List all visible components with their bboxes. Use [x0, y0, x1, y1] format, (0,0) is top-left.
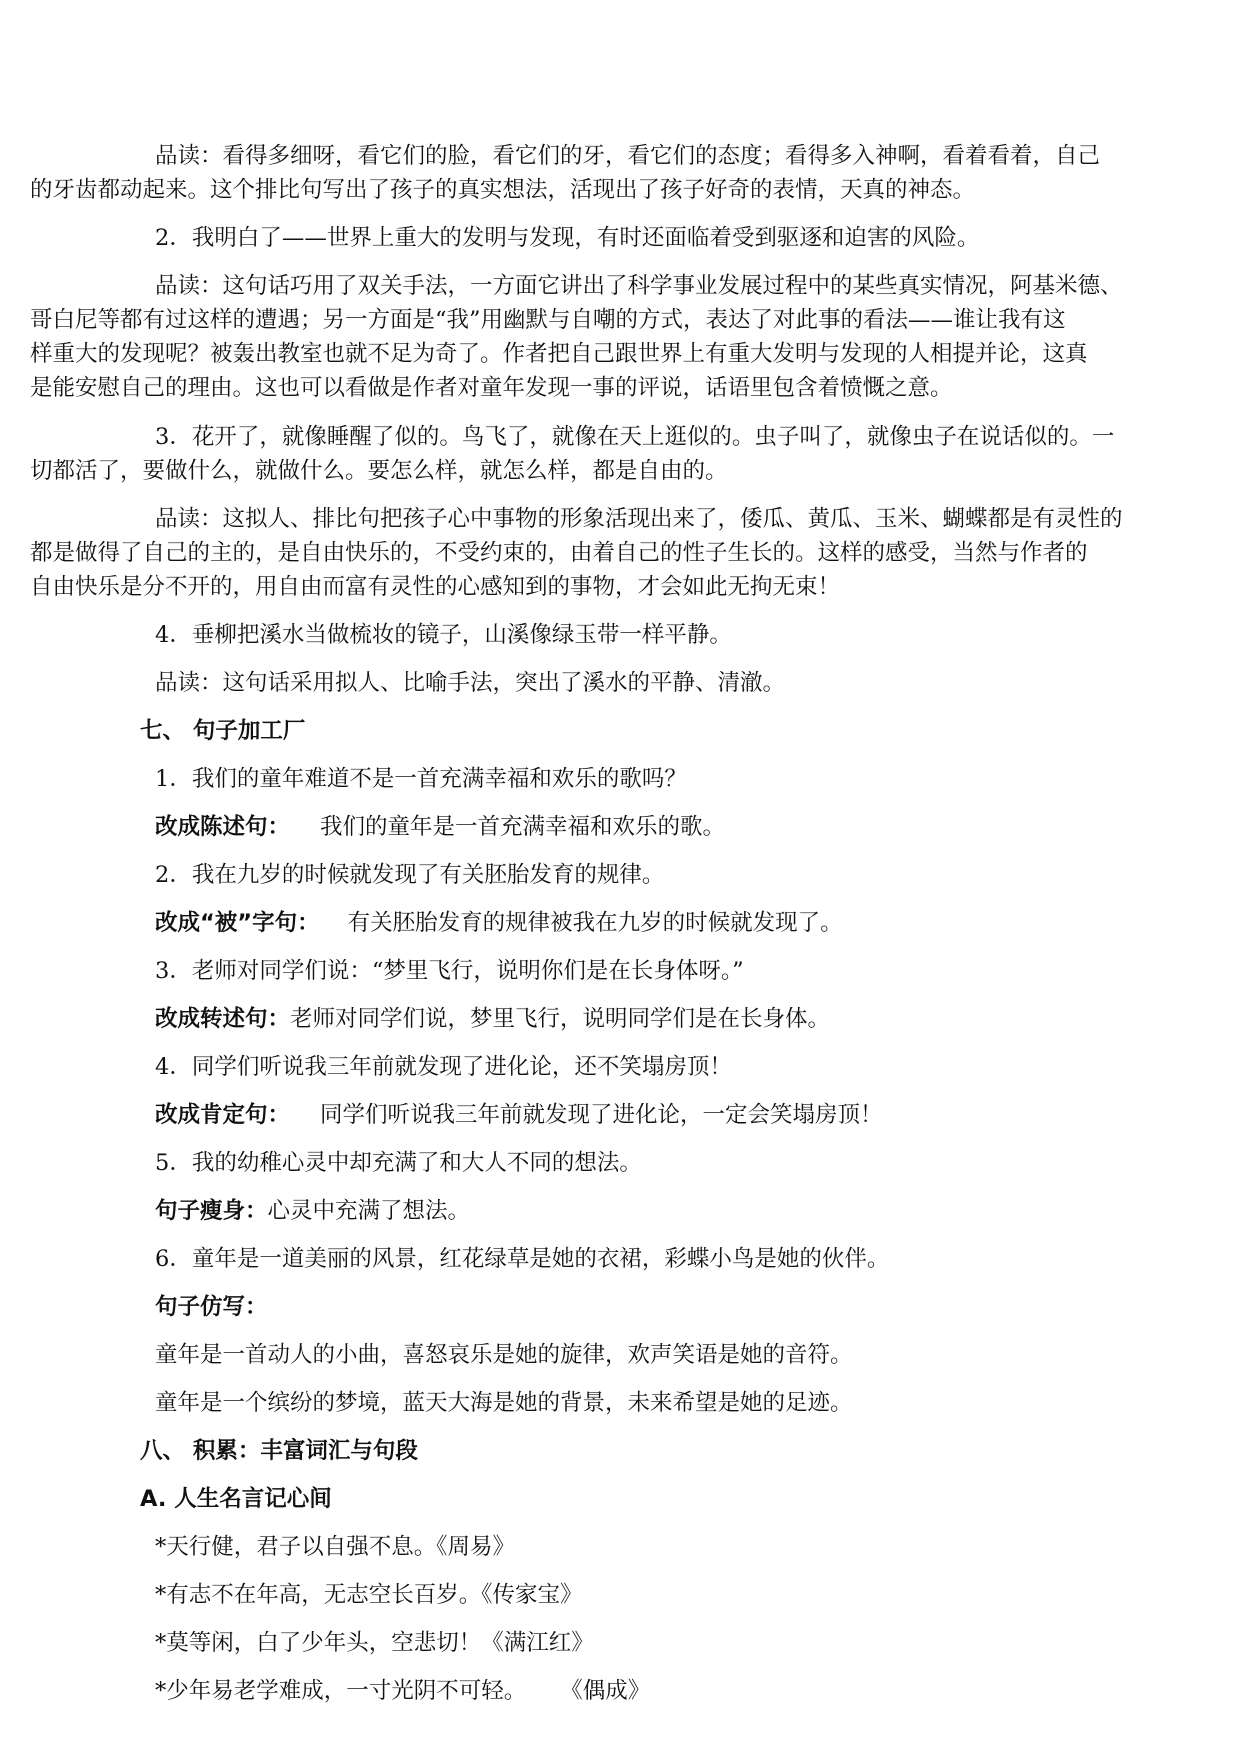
- quote-text: *少年易老学难成，一寸光阴不可轻。: [155, 1678, 527, 1704]
- answer-label: 改成“被”字句：: [155, 910, 320, 936]
- subsection-heading: A. 人生名言记心间: [140, 1486, 332, 1512]
- text-line: 童年是一首动人的小曲，喜怒哀乐是她的旋律，欢声笑语是她的音符。: [155, 1342, 853, 1368]
- answer-label: 改成转述句：: [155, 1006, 291, 1032]
- quote-item: *天行健，君子以自强不息。《周易》: [155, 1534, 516, 1560]
- exercise-answer: [155, 1196, 470, 1226]
- section-heading: 八、 积累：丰富词汇与句段: [140, 1438, 418, 1464]
- text-line: 切都活了，要做什么，就做什么。要怎么样，就怎么样，都是自由的。: [30, 458, 728, 484]
- exercise-answer: [155, 1100, 883, 1130]
- answer-text: 我们的童年是一首充满幸福和欢乐的歌。: [320, 814, 726, 840]
- quote-item: *莫等闲，白了少年头，空悲切！《满江红》: [155, 1630, 594, 1656]
- answer-text: 老师对同学们说，梦里飞行，说明同学们是在长身体。: [290, 1006, 831, 1032]
- text-line: 2．我明白了——世界上重大的发明与发现，有时还面临着受到驱逐和迫害的风险。: [155, 225, 980, 251]
- text-line: 样重大的发现呢？被轰出教室也就不足为奇了。作者把自己跟世界上有重大发明与发现的人相提并论，这真: [30, 341, 1088, 367]
- answer-text: 心灵中充满了想法。: [267, 1198, 471, 1224]
- text-line: 品读：看得多细呀，看它们的脸，看它们的牙，看它们的态度；看得多入神啊，看着看着，自己: [155, 143, 1101, 169]
- text-line: 品读：这拟人、排比句把孩子心中事物的形象活现出来了，倭瓜、黄瓜、玉米、蝴蝶都是有灵性的: [155, 506, 1123, 532]
- exercise-answer: [155, 908, 843, 938]
- text-line: 3．花开了，就像睡醒了似的。鸟飞了，就像在天上逛似的。虫子叫了，就像虫子在说话似的。一: [155, 424, 1115, 450]
- quote-item: *有志不在年高，无志空长百岁。《传家宝》: [155, 1582, 583, 1608]
- text-line: 5．我的幼稚心灵中却充满了和大人不同的想法。: [155, 1150, 642, 1176]
- quote-source: 《偶成》: [560, 1678, 651, 1704]
- answer-label: 改成陈述句：: [155, 814, 291, 840]
- text-line: 6．童年是一道美丽的风景，红花绿草是她的衣裙，彩蝶小鸟是她的伙伴。: [155, 1246, 890, 1272]
- text-line: 4．同学们听说我三年前就发现了进化论，还不笑塌房顶！: [155, 1054, 732, 1080]
- text-line: 品读：这句话采用拟人、比喻手法，突出了溪水的平静、清澈。: [155, 670, 786, 696]
- quote-item: [155, 1676, 650, 1706]
- exercise-answer: [155, 812, 725, 842]
- text-line: 是能安慰自己的理由。这也可以看做是作者对童年发现一事的评说，话语里包含着愤慨之意。: [30, 375, 953, 401]
- exercise-answer: [155, 1004, 830, 1034]
- text-line: 的牙齿都动起来。这个排比句写出了孩子的真实想法，活现出了孩子好奇的表情，天真的神态。: [30, 177, 976, 203]
- answer-label: 改成肯定句：: [155, 1102, 291, 1128]
- text-line: 童年是一个缤纷的梦境，蓝天大海是她的背景，未来希望是她的足迹。: [155, 1390, 853, 1416]
- answer-label: 句子瘦身：: [155, 1198, 268, 1224]
- answer-text: 有关胚胎发育的规律被我在九岁的时候就发现了。: [347, 910, 843, 936]
- text-line: 都是做得了自己的主的，是自由快乐的，不受约束的，由着自己的性子生长的。这样的感受，当然与作者的: [30, 540, 1088, 566]
- text-line: 品读：这句话巧用了双关手法，一方面它讲出了科学事业发展过程中的某些真实情况，阿基米德、: [155, 273, 1123, 299]
- text-line: 哥白尼等都有过这样的遭遇；另一方面是“我”用幽默与自嘲的方式，表达了对此事的看法——谁让我有这: [30, 307, 1066, 333]
- text-line: 4．垂柳把溪水当做梳妆的镜子，山溪像绿玉带一样平静。: [155, 622, 732, 648]
- text-line: 1．我们的童年难道不是一首充满幸福和欢乐的歌吗？: [155, 766, 687, 792]
- text-line: 2．我在九岁的时候就发现了有关胚胎发育的规律。: [155, 862, 665, 888]
- section-heading: 七、 句子加工厂: [140, 718, 306, 744]
- text-line: 3．老师对同学们说：“梦里飞行，说明你们是在长身体呀。”: [155, 958, 744, 984]
- answer-text: 同学们听说我三年前就发现了进化论，一定会笑塌房顶！: [320, 1102, 883, 1128]
- text-line: 自由快乐是分不开的，用自由而富有灵性的心感知到的事物，才会如此无拘无束！: [30, 574, 841, 600]
- answer-label: 句子仿写：: [155, 1294, 268, 1320]
